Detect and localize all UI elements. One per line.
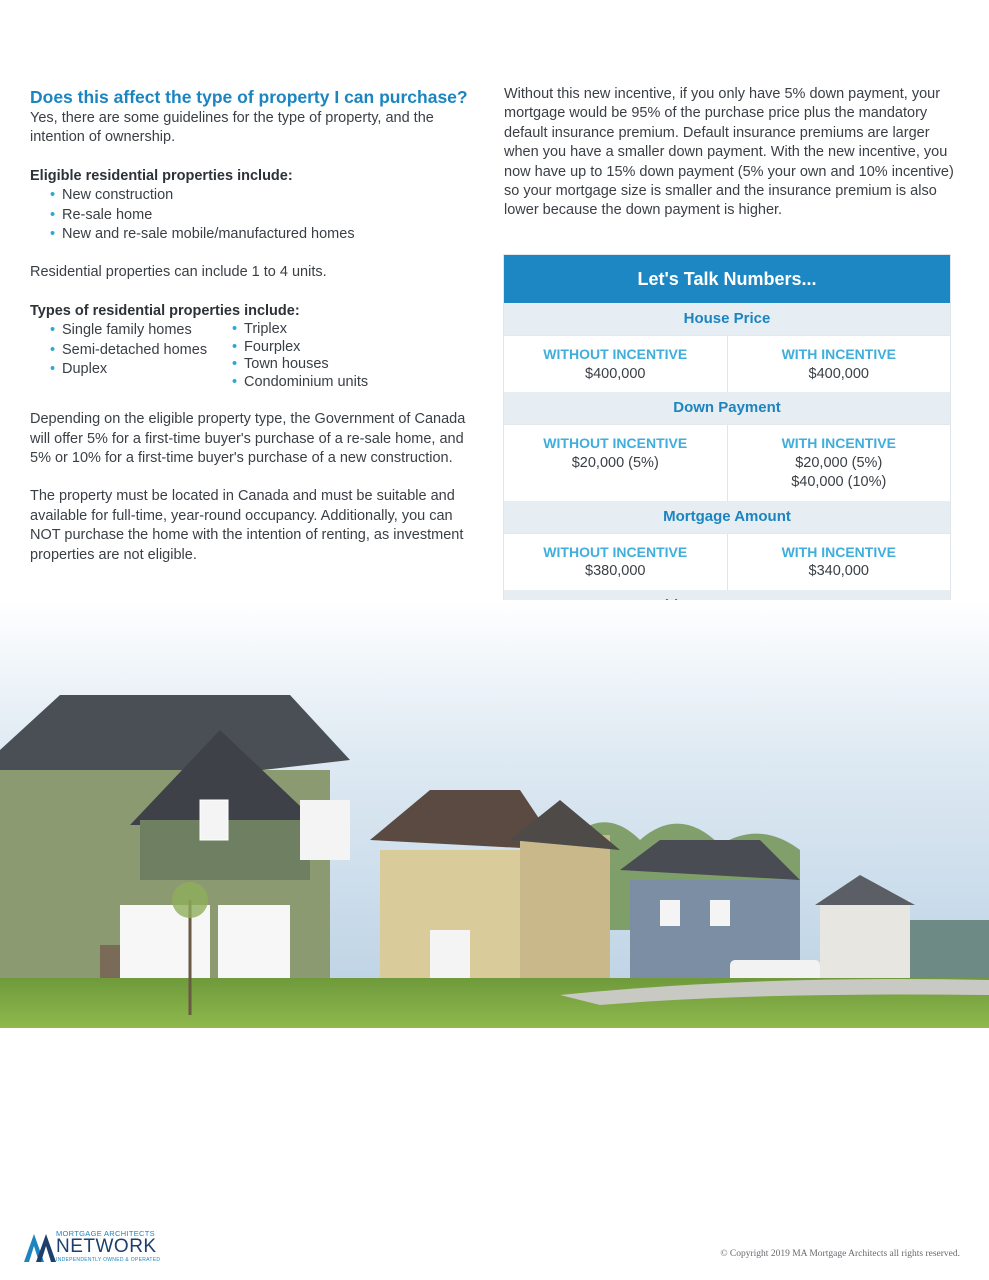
with-cell (727, 534, 951, 590)
section-heading: Does this affect the type of property I can purchase? (30, 87, 468, 107)
down-payment-heading: Down Payment (504, 392, 950, 424)
eligible-list (30, 186, 485, 244)
incentive-paragraph: Without this new incentive, if you only have 5% down payment, your mortgage would be 95% of the purchase price plus the mandatory default insurance premium. Default insurance premiums are larger when you have a smaller down payment. With the new incentive, you now have up to 15% down payment (5% your own and 10% incentive) so your mortgage size is smaller and the insurance premium is also lower because the down payment is higher. (504, 86, 954, 219)
without-cell (504, 534, 727, 590)
with-label: WITH INCENTIVE (781, 435, 896, 451)
value: $380,000 (585, 563, 646, 579)
list-item: • Single family homes (50, 321, 232, 340)
left-column (30, 88, 485, 565)
with-label: WITH INCENTIVE (781, 543, 896, 560)
right-column (504, 85, 960, 221)
list-item: • Semi-detached homes (50, 341, 232, 360)
table-row (504, 533, 950, 590)
offer-text: Depending on the eligible property type, the Government of Canada will offer 5% for a first-time buyer's purchase of a re-sale home, and 5% or 10% for a first-time buyer's purchase of a new construction. (30, 411, 466, 467)
units-text: Residential properties can include 1 to 4 units. (30, 264, 327, 281)
table-row (504, 424, 950, 501)
table-row (504, 335, 950, 392)
list-item: • Town houses (232, 356, 368, 374)
without-label: WITHOUT INCENTIVE (543, 435, 688, 451)
value: $20,000 (5%) (571, 454, 659, 471)
without-cell (504, 425, 727, 501)
list-item: • New and re-sale mobile/manufactured homes (50, 225, 485, 244)
copyright-text: © Copyright 2019 MA Mortgage Architects all rights reserved. (720, 1249, 960, 1259)
houses-photo (0, 600, 989, 1028)
list-item: • Condominium units (232, 374, 368, 392)
with-cell (727, 425, 951, 501)
mortgage-amount-heading: Mortgage Amount (504, 501, 950, 533)
types-list-2 (232, 321, 368, 391)
list-item: • Fourplex (232, 339, 368, 357)
value: $340,000 (808, 563, 869, 579)
list-item: • Triplex (232, 321, 368, 339)
value: $400,000 (585, 365, 646, 382)
eligible-heading: Eligible residential properties include: (30, 167, 293, 184)
house-price-heading: House Price (504, 303, 950, 335)
intro-text: Yes, there are some guidelines for the type of property, and the intention of ownership. (30, 110, 434, 146)
list-item: • New construction (50, 186, 485, 205)
location-text: The property must be located in Canada and must be suitable and available for full-time, year-round occupancy. Additionally, you can NOT purchase the home with the intention of renting, as investment properties are not eligible. (30, 488, 464, 563)
without-cell (504, 336, 727, 392)
without-label: WITHOUT INCENTIVE (543, 346, 688, 362)
types-lists (30, 321, 485, 391)
types-heading: Types of residential properties include: (30, 302, 300, 319)
table-title: Let's Talk Numbers... (504, 255, 950, 303)
with-label: WITH INCENTIVE (781, 346, 896, 362)
with-cell (727, 336, 951, 392)
value: $20,000 (5%) (795, 454, 883, 471)
value-extra: $40,000 (10%) (791, 474, 887, 490)
logo-top-text: MORTGAGE ARCHITECTS (56, 1229, 155, 1238)
without-label: WITHOUT INCENTIVE (543, 543, 688, 560)
logo-sub-text: INDEPENDENTLY OWNED & OPERATED (56, 1257, 161, 1263)
list-item: • Re-sale home (50, 206, 485, 225)
types-list-1 (30, 321, 232, 391)
list-item: • Duplex (50, 360, 232, 379)
logo-main-text: NETWORK (56, 1236, 157, 1257)
value: $400,000 (808, 365, 869, 382)
